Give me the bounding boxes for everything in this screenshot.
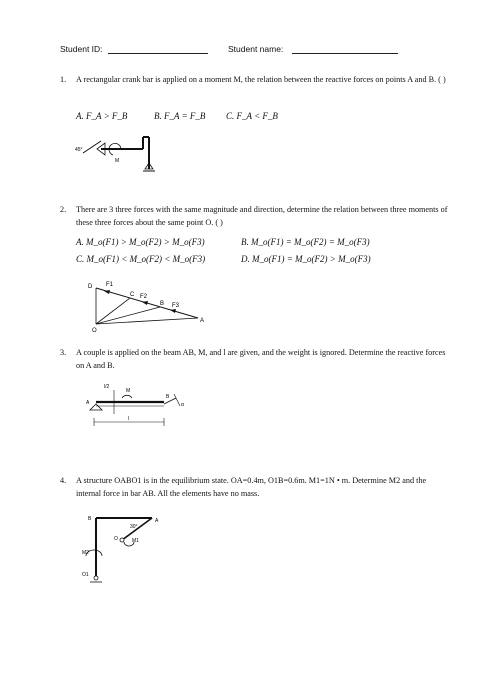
q4-label-angle: 30° xyxy=(130,524,138,530)
q2-label-f3: F3 xyxy=(172,303,180,309)
q2-forces-figure xyxy=(90,282,210,332)
student-name-label: Student name: xyxy=(228,44,284,54)
q4-structure-figure xyxy=(80,512,180,592)
q4-label-m2: M2 xyxy=(82,550,89,556)
q3-label-alpha: α xyxy=(181,402,184,408)
option-a[interactable]: A. F_A > F_B xyxy=(76,111,128,121)
option-b[interactable]: B. M_o(F1) = M_o(F2) = M_o(F3) xyxy=(241,237,370,247)
q4-label-m1: M1 xyxy=(132,538,139,544)
q4-label-o1: O1 xyxy=(82,572,89,578)
question-text: A structure OABO1 is in the equilibrium state. OA=0.4m, O1B=0.6m. M1=1N • m. Determine M2 and the internal force in bar AB. All the elements have no mass. xyxy=(76,476,427,498)
q4-label-a: A xyxy=(155,518,159,524)
question-number: 3. xyxy=(60,348,67,357)
question-3 xyxy=(60,347,450,387)
q1-label-m: M xyxy=(115,158,120,164)
option-b[interactable]: B. F_A = F_B xyxy=(154,111,206,121)
q2-label-c: C xyxy=(130,292,135,298)
q2-label-b: B xyxy=(160,301,165,307)
question-number: 4. xyxy=(60,476,67,485)
q4-label-o: O xyxy=(114,536,118,542)
question-number: 2. xyxy=(60,205,67,214)
q4-label-b: B xyxy=(88,516,92,522)
question-2 xyxy=(60,204,450,274)
question-text: A rectangular crank bar is applied on a moment M, the relation between the reactive forces on points A and B. ( ) xyxy=(76,75,446,84)
q3-beam-figure xyxy=(84,384,194,429)
question-4 xyxy=(60,475,450,505)
question-number: 1. xyxy=(60,75,67,84)
question-text: A couple is applied on the beam AB, M, and l are given, and the weight is ignored. Determine the reactive forces on A and B. xyxy=(76,348,446,370)
option-a[interactable]: A. M_o(F1) > M_o(F2) > M_o(F3) xyxy=(76,237,205,247)
q1-label-angle: 45° xyxy=(75,147,83,153)
q3-label-b: B xyxy=(166,394,170,400)
option-c[interactable]: C. M_o(F1) < M_o(F2) < M_o(F3) xyxy=(76,254,206,264)
q3-label-l: l xyxy=(128,416,130,422)
q2-label-f2: F2 xyxy=(140,294,148,300)
q2-label-d: D xyxy=(88,284,93,290)
student-name-field[interactable] xyxy=(292,53,398,54)
q2-label-o: O xyxy=(92,328,97,334)
option-d[interactable]: D. M_o(F1) = M_o(F2) > M_o(F3) xyxy=(241,254,371,264)
q3-label-l-half: l/2 xyxy=(104,384,110,390)
question-text: There are 3 three forces with the same magnitude and direction, determine the relation between three moments of these three forces about the same point O. ( ) xyxy=(76,205,448,227)
student-id-label: Student ID: xyxy=(60,44,103,54)
q2-label-f1: F1 xyxy=(106,282,114,288)
q2-label-a: A xyxy=(200,318,205,324)
student-id-field[interactable] xyxy=(108,53,208,54)
q3-label-a: A xyxy=(86,400,90,406)
q1-crank-bar-figure xyxy=(75,133,165,178)
q3-label-m: M xyxy=(126,388,131,394)
option-c[interactable]: C. F_A < F_B xyxy=(226,111,278,121)
